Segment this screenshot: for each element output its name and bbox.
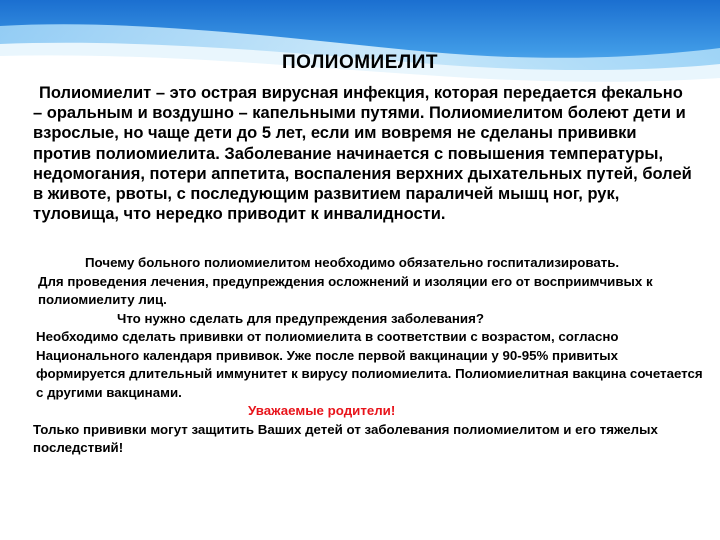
page-title: ПОЛИОМИЕЛИТ — [282, 52, 438, 73]
appeal-heading: Уважаемые родители! — [248, 403, 396, 418]
intro-term: Полиомиелит — [39, 84, 152, 102]
question-prevention: Что нужно сделать для предупреждения заболевания? — [117, 310, 484, 326]
closing-text: Только прививки могут защитить Ваших детей от заболевания полиомиелитом и его тяжелых последствий! — [33, 421, 658, 455]
question-hospitalization: Почему больного полиомиелитом необходимо обязательно госпитализировать. — [85, 255, 620, 270]
header-banner — [0, 0, 720, 92]
wave-decoration — [0, 0, 720, 92]
answer-prevention: Необходимо сделать прививки от полиомиелита в соответствии с возрастом, согласно Национального календаря прививок. Уже после первой вакцинации у 90-95% привитых формируется длительный иммунитет к вирусу полиомиелита. Полиомиелитная вакцина сочетается с другими вакцинами. — [36, 329, 703, 400]
details-section — [33, 254, 703, 458]
intro-paragraph — [33, 83, 693, 224]
intro-text: – это острая вирусная инфекция, которая передается фекально – оральным и воздушно – капельными путями. Полиомиелитом болеют дети и взрослые, но чаще дети до 5 лет, если им вовремя не сделаны прививки против полиомиелита. Заболевание начинается с повышения температуры, недомогания, потери аппетита, воспаления верхних дыхательных путей, болей в животе, рвоты, с последующим развитием параличей мышц ног, рук, туловища, что нередко приводит к инвалидности. — [33, 84, 692, 224]
answer-hospitalization: Для проведения лечения, предупреждения осложнений и изоляции его от восприимчивых к полиомиелиту лиц. — [38, 273, 653, 307]
